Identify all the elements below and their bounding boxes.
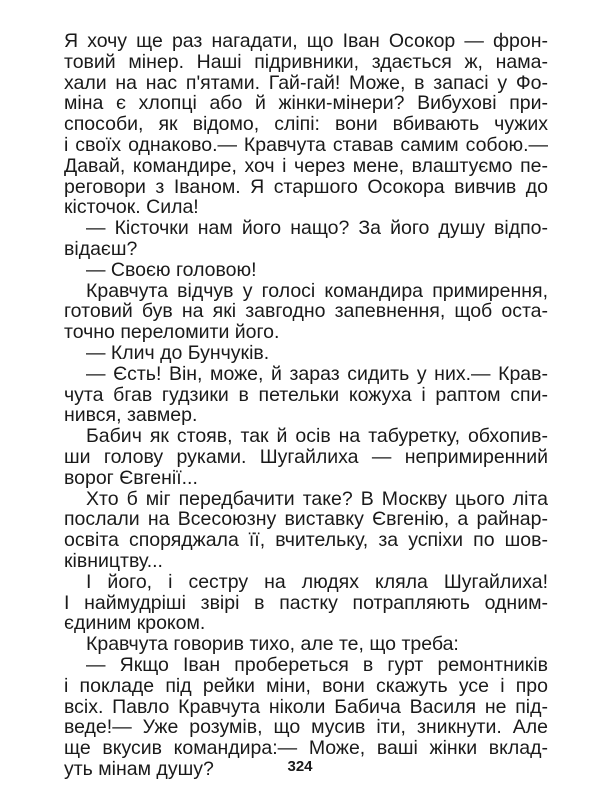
text-line: реговори з Іваном. Я старшого Осокора вивчив до [64, 176, 548, 198]
text-line: — Єсть! Він, може, й зараз сидить у них.— Крав- [86, 363, 548, 385]
page-number: 324 [287, 758, 313, 775]
text-line: способи, як відомо, сліпі: вони вбивають чужих [64, 114, 548, 135]
text-line: — Кісточки нам його нащо? За його душу відпо- [86, 218, 548, 239]
text-line: ши голову руками. Шугайлиха — непримиренний [64, 446, 548, 468]
text-line: веде!— Уже розумів, що мусив іти, зникнути. Але [64, 717, 548, 739]
text-line: і покладе під рейки міни, вони скажуть усе і про [64, 675, 548, 697]
text-line: І його, і сестру на людях кляла Шугайлиха! [86, 571, 548, 593]
text-line: Я хочу ще раз нагадати, що Іван Осокор — фрон- [64, 31, 548, 52]
text-line: готовий був на які завгодно запевнення, щоб оста- [64, 301, 548, 323]
text-line: ківництву... [64, 550, 163, 572]
text-line: Давай, командире, хоч і через мене, влаштуємо пе- [64, 155, 548, 177]
text-line: — Якщо Іван пробереться в гурт ремонтників [86, 654, 548, 676]
text-line: послали на Всесоюзну виставку Євгенію, а райнар- [64, 509, 548, 531]
text-line: уть мінам душу? [64, 758, 214, 780]
text-line: товий мінер. Наші підривники, здається ж, нама- [64, 51, 548, 73]
text-line: і своїх однаково.— Кравчута ставав самим собою.— [64, 134, 548, 156]
text-line: — Своєю головою! [86, 259, 257, 281]
text-line: хали на нас п'ятами. Гай-гай! Може, в запасі у Фо- [64, 72, 548, 94]
text-line: всіх. Павло Кравчута ніколи Бабича Василя не під- [64, 696, 548, 718]
text-line: І наймудріші звірі в пастку потрапляють одним- [64, 592, 548, 614]
text-line: точно переломити його. [64, 322, 280, 343]
body-text [64, 31, 548, 780]
text-line: кісточок. Сила! [64, 197, 199, 219]
text-line: нився, завмер. [64, 405, 198, 427]
text-line: Кравчута говорив тихо, але те, що треба: [86, 634, 459, 655]
text-line: Бабич як стояв, так й осів на табуретку, обхопив- [86, 426, 548, 447]
text-line: єдиним кроком. [64, 613, 206, 635]
text-line: Хто б міг передбачити таке? В Москву цього літа [86, 488, 548, 510]
text-line: міна є хлопці або й жінки-мінери? Вибухові при- [64, 93, 548, 115]
text-line: відаєш? [64, 238, 138, 260]
text-line: — Клич до Бунчуків. [86, 342, 270, 364]
text-line: чута бгав гудзики в петельки кожуха і раптом спи- [64, 384, 548, 406]
text-line: ворог Євгенії... [64, 467, 198, 489]
text-line: освіта споряджала її, вчительку, за успіхи по шов- [64, 530, 548, 551]
text-line: ще вкусив командира:— Може, ваші жінки вклад- [64, 738, 548, 759]
text-line: Кравчута відчув у голосі командира примирення, [86, 280, 548, 302]
